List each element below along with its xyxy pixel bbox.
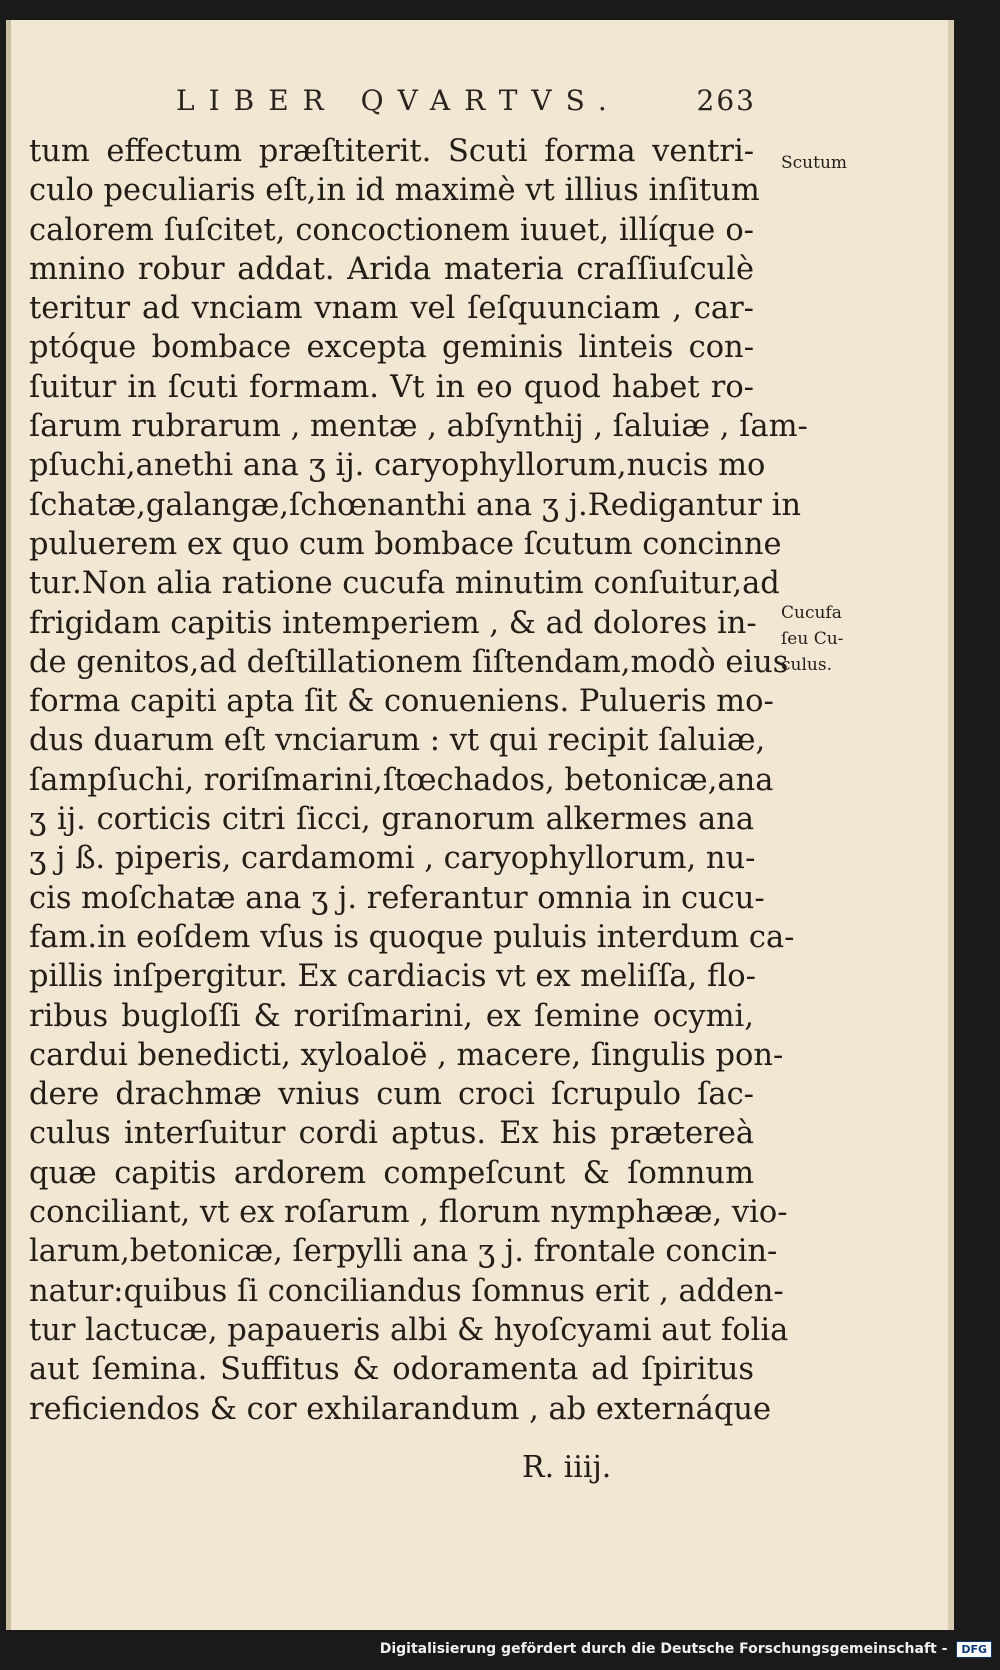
signature-mark: R. iiij.: [522, 1450, 612, 1485]
marginal-note-line: Cucufa: [781, 603, 842, 623]
text-line: mnino robur addat. Arida materia craſſiuſculè: [29, 251, 754, 287]
page-number: 263: [696, 84, 756, 117]
text-line: cardui benedicti, xyloaloë , macere, ſingulis pon-: [29, 1037, 784, 1073]
text-line: teritur ad vnciam vnam vel ſeſquunciam , car-: [29, 291, 754, 327]
text-line: quæ capitis ardorem compeſcunt & ſomnum: [29, 1155, 754, 1191]
text-line: reficiendos & cor exhilarandum , ab externáque: [29, 1391, 772, 1427]
text-line: puluerem ex quo cum bombace ſcutum concinne: [29, 526, 782, 562]
footer-credit: [0, 1641, 1000, 1663]
text-line: tur.Non alia ratione cucufa minutim conſuitur,ad: [29, 566, 780, 602]
marginal-note-scutum: Scutum: [781, 153, 848, 173]
footer-text: Digitalisierung gefördert durch die Deutsche Forschungsgemeinschaft -: [379, 1641, 948, 1657]
text-line: culus interſuitur cordi aptus. Ex his prætereà: [29, 1116, 754, 1152]
text-line: cis moſchatæ ana ʒ j. referantur omnia in cucu-: [29, 880, 765, 916]
text-line: aut ſemina. Suffitus & odoramenta ad ſpiritus: [29, 1352, 754, 1388]
text-line: conciliant, vt ex roſarum , florum nymphææ, vio-: [29, 1195, 788, 1231]
text-line: culo peculiaris eſt,in id maximè vt illius inſitum: [29, 173, 760, 209]
text-line: dere drachmæ vnius cum croci ſcrupulo ſac-: [29, 1077, 754, 1113]
marginal-note-line: ſeu Cu-: [781, 629, 844, 649]
text-line: ſuitur in ſcuti formam. Vt in eo quod habet ro-: [29, 369, 754, 405]
text-line: ʒ j ß. piperis, cardamomi , caryophyllorum, nu-: [29, 841, 756, 877]
body-text: [29, 132, 808, 1429]
running-title: LIBER QVARTVS.: [176, 84, 621, 117]
text-line: tur lactucæ, papaueris albi & hyoſcyami aut folia: [29, 1312, 789, 1348]
marginal-note-line: culus.: [781, 655, 832, 675]
text-line: dus duarum eſt vnciarum : vt qui recipit ſaluiæ,: [29, 723, 766, 759]
text-line: larum,betonicæ, ſerpylli ana ʒ j. frontale concin-: [29, 1234, 778, 1270]
text-line: pillis inſpergitur. Ex cardiacis vt ex meliſſa, flo-: [29, 959, 756, 995]
text-line: tum effectum præſtiterit. Scuti forma ventri-: [29, 134, 754, 169]
text-line: ſampſuchi, roriſmarini,ſtœchados, betonicæ,ana: [29, 762, 774, 798]
marginal-note-cucufa: [781, 600, 901, 678]
text-line: calorem ſuſcitet, concoctionem iuuet, illíque o-: [29, 212, 754, 248]
text-line: pſuchi,anethi ana ʒ ij. caryophyllorum,nucis mo: [29, 448, 766, 484]
text-line: forma capiti apta ſit & conueniens. Pulueris mo-: [29, 684, 774, 720]
text-line: fam.in eoſdem vſus is quoque puluis interdum ca-: [29, 919, 795, 955]
text-line: ſarum rubrarum , mentæ , abſynthij , ſaluiæ , ſam-: [29, 409, 808, 445]
dfg-logo: DFG: [956, 1641, 992, 1658]
text-line: de genitos,ad deſtillationem ſiſtendam,modò eius: [29, 644, 789, 680]
book-page: [6, 20, 954, 1630]
text-line: ribus bugloſſi & roriſmarini, ex ſemine ocymi,: [29, 998, 754, 1034]
text-line: frigidam capitis intemperiem , & ad dolores in-: [29, 605, 757, 641]
text-line: natur:quibus ſi conciliandus ſomnus erit , adden-: [29, 1273, 784, 1309]
text-line: ſchatæ,galangæ,ſchœnanthi ana ʒ j.Redigantur in: [29, 487, 801, 523]
text-line: ʒ ij. corticis citri ſicci, granorum alkermes ana: [29, 802, 754, 838]
text-line: ptóque bombace excepta geminis linteis con-: [29, 330, 754, 366]
